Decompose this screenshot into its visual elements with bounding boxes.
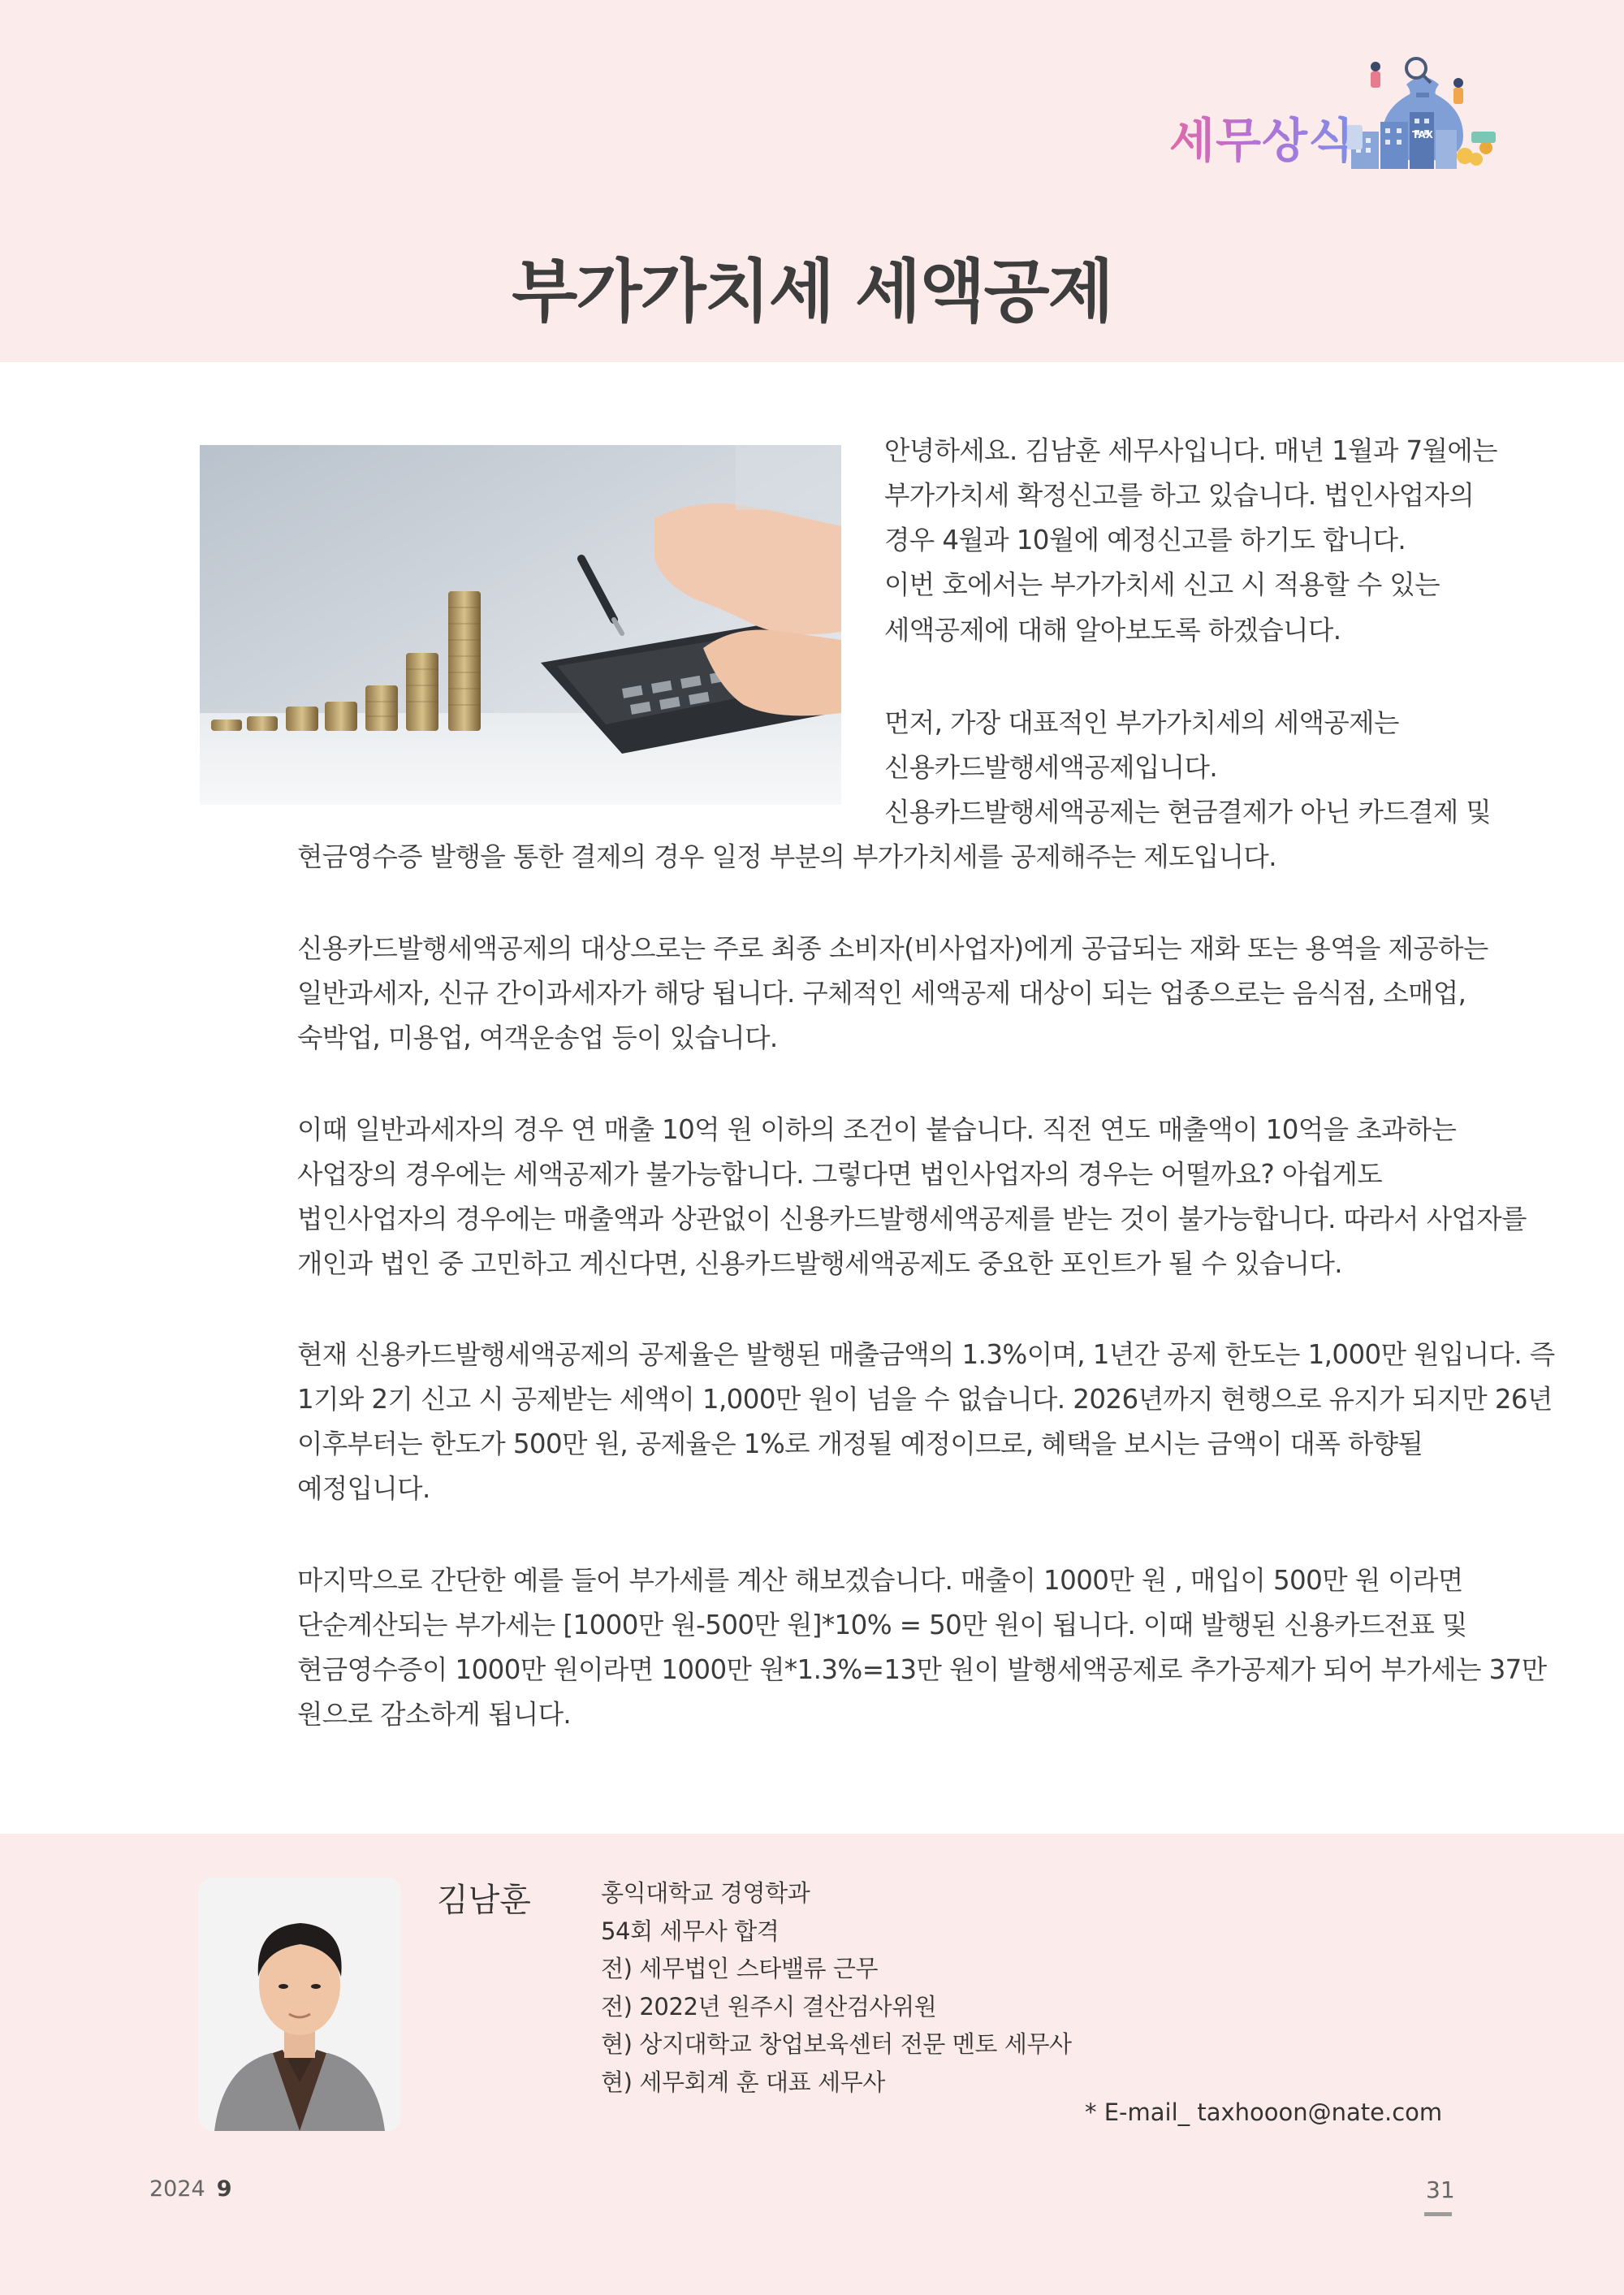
para4-line: 이후부터는 한도가 500만 원, 공제율은 1%로 개정될 예정이므로, 혜택을 보시는 금액이 대폭 하향될 xyxy=(297,1428,1423,1459)
bio-line: 전) 세무법인 스타밸류 근무 xyxy=(601,1955,879,1982)
issue-month: 9 xyxy=(216,2176,232,2202)
para2-line: 신용카드발행세액공제의 대상으로는 주로 최종 소비자(비사업자)에게 공급되는 재화 또는 용역을 제공하는 xyxy=(297,933,1488,964)
intro-line: 세액공제에 대해 알아보도록 하겠습니다. xyxy=(884,615,1341,646)
para1-line: 신용카드발행세액공제입니다. xyxy=(884,752,1218,783)
intro-line: 안녕하세요. 김남훈 세무사입니다. 매년 1월과 7월에는 xyxy=(884,435,1497,466)
intro-line: 이번 호에서는 부가가치세 신고 시 적용할 수 있는 xyxy=(884,569,1440,600)
page-number-underline xyxy=(1424,2212,1452,2216)
author-name: 김남훈 xyxy=(437,1882,531,1919)
para1-line: 신용카드발행세액공제는 현금결제가 아닌 카드결제 및 xyxy=(884,797,1492,828)
para5-line: 단순계산되는 부가세는 [1000만 원-500만 원]*10% = 50만 원이 됩니다. 이때 발행된 신용카드전표 및 xyxy=(297,1610,1467,1640)
bio-line: 현) 세무회계 훈 대표 세무사 xyxy=(601,2068,885,2096)
para3-line: 사업장의 경우에는 세액공제가 불가능합니다. 그렇다면 법인사업자의 경우는 어떨까요? 아쉽게도 xyxy=(297,1159,1383,1190)
issue-date xyxy=(149,2176,232,2202)
page-title: 부가가치세 세액공제 xyxy=(512,252,1112,331)
author-bio xyxy=(601,1874,1169,2101)
section-label: 세무상식 xyxy=(1169,102,1354,171)
section-logo xyxy=(1163,52,1520,174)
para5-line: 원으로 감소하게 됩니다. xyxy=(297,1699,572,1730)
para1-line: 먼저, 가장 대표적인 부가가치세의 세액공제는 xyxy=(884,707,1399,738)
para5-line: 현금영수증이 1000만 원이라면 1000만 원*1.3%=13만 원이 발행세액공제로 추가공제가 되어 부가세는 37만 xyxy=(297,1654,1547,1685)
para4-line: 예정입니다. xyxy=(297,1473,430,1504)
para2-line: 일반과세자, 신규 간이과세자가 해당 됩니다. 구체적인 세액공제 대상이 되는 업종으로는 음식점, 소매업, xyxy=(297,978,1466,1009)
para4-line: 1기와 2기 신고 시 공제받는 세액이 1,000만 원이 넘을 수 없습니다. 2026년까지 현행으로 유지가 되지만 26년 xyxy=(297,1384,1553,1415)
para2-line: 숙박업, 미용업, 여객운송업 등이 있습니다. xyxy=(297,1022,778,1053)
issue-year: 2024 xyxy=(149,2176,205,2202)
bio-line: 54회 세무사 합격 xyxy=(601,1917,780,1945)
intro-line: 부가가치세 확정신고를 하고 있습니다. 법인사업자의 xyxy=(884,480,1475,511)
bio-line: 홍익대학교 경영학과 xyxy=(601,1879,810,1907)
para3-line: 법인사업자의 경우에는 매출액과 상관없이 신용카드발행세액공제를 받는 것이 불가능합니다. 따라서 사업자를 xyxy=(297,1204,1527,1234)
coins-calculator-photo xyxy=(200,445,841,805)
para3-line: 이때 일반과세자의 경우 연 매출 10억 원 이하의 조건이 붙습니다. 직전 연도 매출액이 10억을 초과하는 xyxy=(297,1114,1457,1145)
intro-line: 경우 4월과 10월에 예정신고를 하기도 합니다. xyxy=(884,525,1406,555)
bio-line: 현) 상지대학교 창업보육센터 전문 멘토 세무사 xyxy=(601,2030,1072,2058)
page-number: 31 xyxy=(1426,2176,1455,2203)
para1-line: 현금영수증 발행을 통한 결제의 경우 일정 부분의 부가가치세를 공제해주는 제도입니다. xyxy=(297,841,1276,872)
para5-line: 마지막으로 간단한 예를 들어 부가세를 계산 해보겠습니다. 매출이 1000만 원 , 매입이 500만 원 이라면 xyxy=(297,1565,1463,1596)
para4-line: 현재 신용카드발행세액공제의 공제율은 발행된 매출금액의 1.3%이며, 1년간 공제 한도는 1,000만 원입니다. 즉 xyxy=(297,1339,1555,1370)
tax-tag-text: TAX xyxy=(1412,129,1433,140)
author-email[interactable]: * E-mail_ taxhooon@nate.com xyxy=(1085,2098,1443,2126)
para3-line: 개인과 법인 중 고민하고 계신다면, 신용카드발행세액공제도 중요한 포인트가 될 수 있습니다. xyxy=(297,1248,1342,1279)
author-photo xyxy=(198,1878,401,2131)
tax-tag xyxy=(1163,52,1520,174)
bio-line: 전) 2022년 원주시 결산검사위원 xyxy=(601,1992,937,2021)
